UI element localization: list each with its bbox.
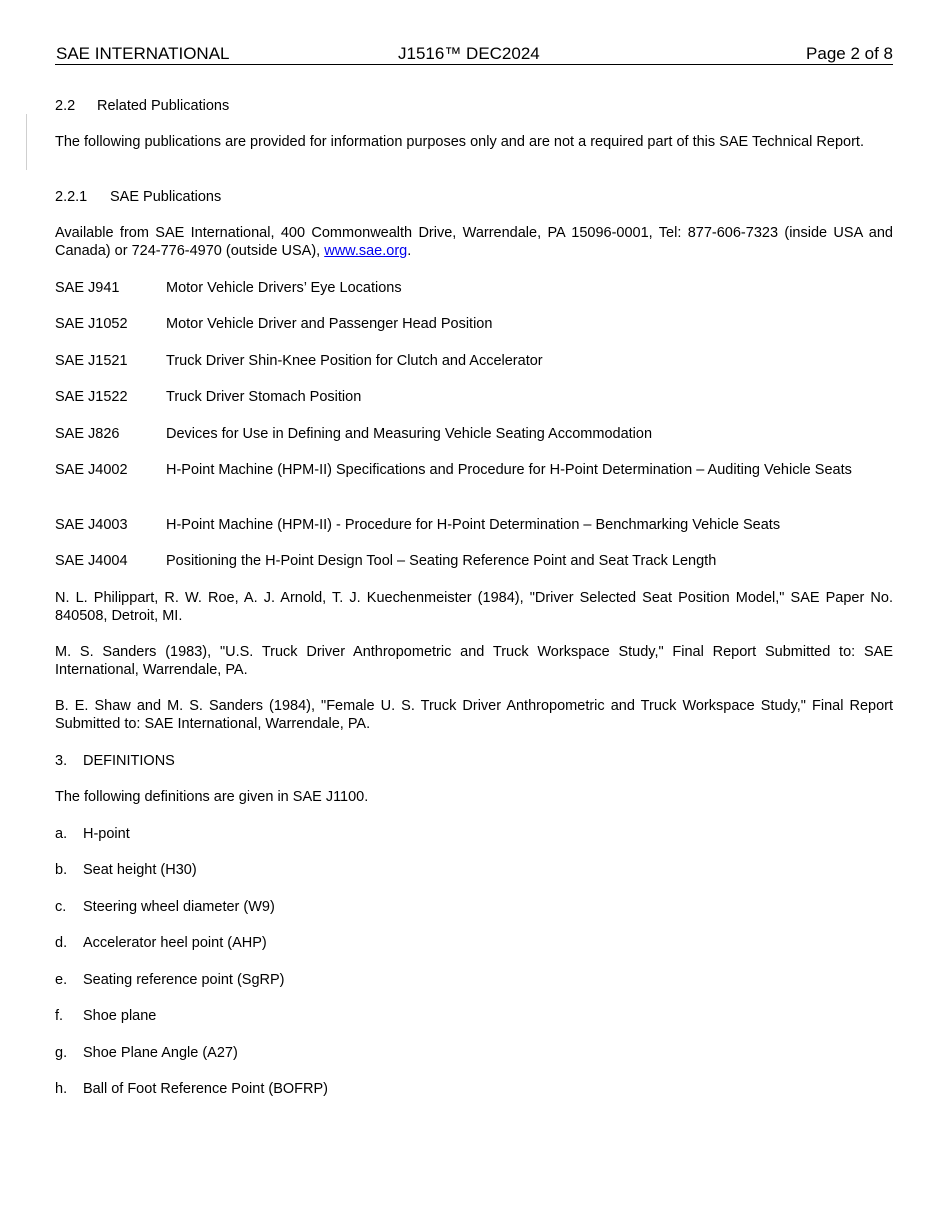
section-number: 2.2.1 (55, 189, 88, 205)
reference-paragraph: B. E. Shaw and M. S. Sanders (1984), "Female U. S. Truck Driver Anthropometric and Truck Workspace Study," Final Report Submitted to: SAE International, Warrendale, PA. (55, 698, 893, 732)
section-title: DEFINITIONS (83, 753, 175, 769)
definition-letter: e. (55, 972, 68, 988)
page-header (55, 44, 893, 65)
header-page-number: Page 2 of 8 (806, 44, 893, 63)
document-page (55, 0, 893, 1230)
section-2-2-paragraph: The following publications are provided for information purposes only and are not a required part of this SAE Technical Report. (55, 134, 864, 150)
section-title: SAE Publications (110, 189, 222, 205)
section-number: 2.2 (55, 98, 76, 114)
definition-letter: c. (55, 899, 67, 915)
definition-term: Accelerator heel point (AHP) (83, 935, 267, 951)
definition-letter: g. (55, 1045, 68, 1061)
definition-letter: d. (55, 935, 68, 951)
publication-title: Truck Driver Shin-Knee Position for Clutch and Accelerator (166, 353, 543, 369)
reference-paragraph: N. L. Philippart, R. W. Roe, A. J. Arnold, T. J. Kuechenmeister (1984), "Driver Selected Seat Position Model," SAE Paper No. 840508, Detroit, MI. (55, 590, 893, 624)
definition-term: Ball of Foot Reference Point (BOFRP) (83, 1081, 328, 1097)
publication-title: H-Point Machine (HPM-II) Specifications and Procedure for H-Point Determination – Auditing Vehicle Seats (166, 462, 852, 478)
definitions-intro: The following definitions are given in SAE J1100. (55, 789, 369, 805)
definition-term: Seat height (H30) (83, 862, 197, 878)
publication-title: Truck Driver Stomach Position (166, 389, 362, 405)
availability-text: Available from SAE International, 400 Commonwealth Drive, Warrendale, PA 15096-0001, Tel: 877-606-7323 (inside USA and Canada) or 724-776-4970 (outside USA), (55, 225, 893, 259)
definition-letter: h. (55, 1081, 68, 1097)
header-doc-id: J1516™ DEC2024 (398, 44, 540, 63)
publication-code: SAE J4002 (55, 462, 128, 478)
section-title: Related Publications (97, 98, 230, 114)
availability-text-end: . (407, 243, 412, 259)
section-number: 3. (55, 753, 68, 769)
publication-code: SAE J1521 (55, 353, 128, 369)
publication-code: SAE J4004 (55, 553, 128, 569)
definition-letter: b. (55, 862, 68, 878)
publication-title: H-Point Machine (HPM-II) - Procedure for H-Point Determination – Benchmarking Vehicle Seats (166, 517, 781, 533)
publication-title: Positioning the H-Point Design Tool – Seating Reference Point and Seat Track Length (166, 553, 717, 569)
publication-title: Devices for Use in Defining and Measuring Vehicle Seating Accommodation (166, 426, 653, 442)
revision-margin-bar (26, 114, 27, 170)
definition-letter: f. (55, 1008, 64, 1024)
publication-title: Motor Vehicle Driver and Passenger Head Position (166, 316, 493, 332)
availability-paragraph (55, 224, 893, 260)
definition-term: Seating reference point (SgRP) (83, 972, 285, 988)
publication-code: SAE J1052 (55, 316, 128, 332)
header-org: SAE INTERNATIONAL (56, 44, 230, 63)
publication-title: Motor Vehicle Drivers’ Eye Locations (166, 280, 402, 296)
definition-term: Shoe plane (83, 1008, 157, 1024)
publication-code: SAE J941 (55, 280, 120, 296)
publication-code: SAE J1522 (55, 389, 128, 405)
definition-term: Steering wheel diameter (W9) (83, 899, 275, 915)
definition-letter: a. (55, 826, 68, 842)
publication-code: SAE J4003 (55, 517, 128, 533)
reference-paragraph: M. S. Sanders (1983), "U.S. Truck Driver Anthropometric and Truck Workspace Study," Final Report Submitted to: SAE International, Warrendale, PA. (55, 644, 893, 678)
definition-term: Shoe Plane Angle (A27) (83, 1045, 238, 1061)
sae-website-link[interactable]: www.sae.org (324, 243, 408, 259)
publication-code: SAE J826 (55, 426, 120, 442)
definition-term: H-point (83, 826, 130, 842)
